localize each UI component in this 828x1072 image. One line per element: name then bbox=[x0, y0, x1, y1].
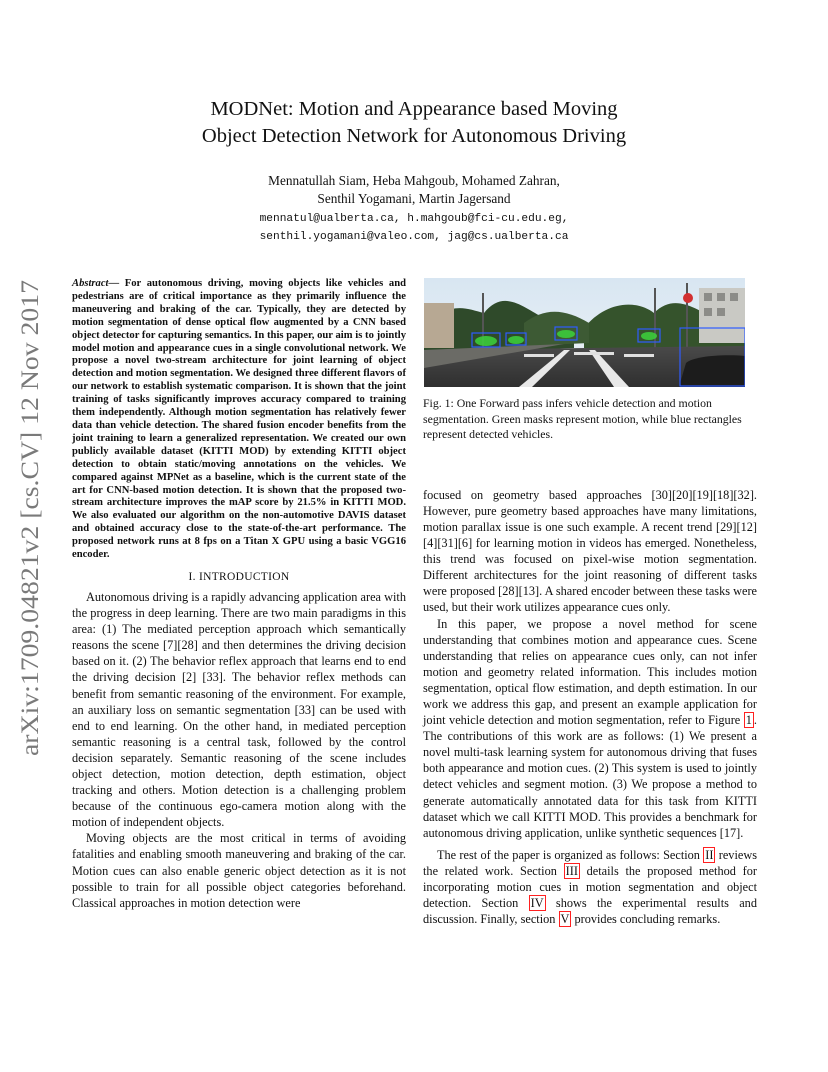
intro-paragraph-2: Moving objects are the most critical in terms of avoiding fatalities and enabling smooth maneuvering and braking of the car. Motion cues can also enable generic object detection as it is not possible to train for all possible object categories beforehand. Classical approaches in motion detection were bbox=[72, 831, 406, 910]
abstract-text: For autonomous driving, moving objects like vehicles and pedestrians are of critical importance as they primarily influence the maneuvering and braking of the car. Typically, they are detected by motion segmentation of dense optical flow augmented by a CNN based object detector for capturing semantics. In this paper, our aim is to jointly model motion and appearance cues in a single convolutional network. We propose a novel two-stream architecture for joint learning of object detection and motion segmentation. We designed three different flavors of our network to establish systematic comparison. It is shown that the joint training of tasks significantly improves accuracy compared to training them independently. Although motion segmentation has relatively fewer data than vehicle detection. The shared fusion encoder benefits from the joint training to learn a generalized representation. We created our own publicly available dataset (KITTI MOD) by extending KITTI object detection to obtain static/moving annotations on the vehicles. We compared against MPNet as a baseline, which is the current state of the art for CNN-based motion detection. It is shown that the proposed two-stream architecture improves the mAP score by 21.5% in KITTI MOD. We also evaluated our algorithm on the non-automotive DAVIS dataset and obtained accuracy close to the state-of-the-art performance. The proposed network runs at 8 fps on a Titan X GPU using a basic VGG16 encoder. bbox=[72, 278, 406, 561]
section-3-link[interactable]: III bbox=[565, 863, 578, 878]
arxiv-stamp bbox=[14, 278, 44, 758]
emails-line-1: mennatul@ualberta.ca, h.mahgoub@fci-cu.edu.eg, bbox=[259, 213, 569, 225]
left-column bbox=[72, 278, 406, 911]
right-column bbox=[423, 278, 757, 927]
right-paragraph-2-text-a: In this paper, we propose a novel method for scene understanding that combines motion and appearance cues. Scene understanding that relies on appearance cues only, can not infer motion and geometry related information. This includes motion segmentation, optical flow estimation, and depth estimation. In our work we address this gap, and present an example application for joint vehicle detection and motion segmentation, refer to Figure bbox=[423, 616, 757, 728]
arxiv-stamp-text: arXiv:1709.04821v2 [cs.CV] 12 Nov 2017 bbox=[17, 326, 44, 756]
figure-1-link[interactable]: 1 bbox=[745, 713, 752, 728]
section-heading-introduction: I. INTRODUCTION bbox=[188, 570, 290, 583]
intro-paragraph-1: Autonomous driving is a rapidly advancing application area with the progress in deep learning. There are two main paradigms in this area: (1) The mediated perception approach which semantically reasons the scene [7][28] and then determines the driving decision based on it. (2) The behavior reflex approach that learns end to end the driving decision [2] [33]. The behavior reflex methods can benefit from semantic reasoning of the environment. For example, an auxiliary loss on semantic segmentation [33] can be used with end to end learning. On the other hand, in mediated perception semantic reasoning is a central task, followed by the control decision separately. Semantic reasoning of the scene includes object detection, motion detection, depth estimation, object tracking and others. Motion detection is a challenging problem because of the continuous ego-camera motion along with the motion of independent objects. bbox=[72, 589, 406, 830]
right-paragraph-3-text-e: provides concluding remarks. bbox=[571, 912, 721, 927]
right-paragraph-3 bbox=[423, 847, 757, 927]
right-paragraph-3-text-a: The rest of the paper is organized as follows: Section bbox=[437, 847, 704, 862]
section-4-link[interactable]: IV bbox=[530, 896, 544, 911]
right-paragraph-3-text-b: reviews the related work. Section bbox=[423, 847, 757, 878]
abstract-label: Abstract bbox=[72, 278, 109, 289]
emails-line-2: senthil.yogamani@valeo.com, jag@cs.ualberta.ca bbox=[259, 231, 569, 243]
authors-line-1: Mennatullah Siam, Heba Mahgoub, Mohamed Zahran, bbox=[268, 173, 560, 188]
title-line-2: Object Detection Network for Autonomous Driving bbox=[201, 125, 627, 147]
right-paragraph-1: focused on geometry based approaches [30][20][19][18][32]. However, pure geometry based approaches have many limitations, motion parallax issue is one such example. A recent trend [29][12][4][31][6] for learning motion in videos has emerged. Nonetheless, this trend was focused on pixel-wise motion segmentation. Different architectures for the joint reasoning of different tasks were proposed [28][13]. A shared encoder between these tasks were used, but their work utilizes appearance cues only. bbox=[423, 487, 757, 615]
section-5-link[interactable]: V bbox=[560, 912, 570, 927]
author-list bbox=[170, 172, 658, 208]
author-emails bbox=[150, 210, 678, 246]
authors-line-2: Senthil Yogamani, Martin Jagersand bbox=[317, 191, 511, 206]
section-2-link[interactable]: II bbox=[705, 847, 714, 862]
right-paragraph-2-text-b: . The contributions of this work are as follows: (1) We present a novel multi-task learning system for autonomous driving that fuses both appearance and motion cues. (2) This system is used to jointly detect vehicles and segment motion. (3) We propose a method to generate automatically annotated data for this task from KITTI dataset which we call KITTI MOD. This provides a benchmark for autonomous driving application, unlike synthetic sequences [17]. bbox=[423, 713, 757, 840]
figure-1-image bbox=[424, 278, 745, 387]
right-paragraph-3-text-c: details the proposed method for incorporating motion cues in motion segmentation and object detection. Section bbox=[423, 863, 757, 911]
paper-title bbox=[150, 96, 678, 150]
title-line-1: MODNet: Motion and Appearance based Moving bbox=[210, 98, 618, 120]
figure-1-caption: Fig. 1: One Forward pass infers vehicle detection and motion segmentation. Green masks represent motion, while blue rectangles represent detected vehicles. bbox=[423, 396, 742, 442]
abstract bbox=[72, 278, 406, 562]
right-paragraph-2 bbox=[423, 616, 757, 841]
right-paragraph-3-text-d: shows the experimental results and discussion. Finally, section bbox=[423, 896, 757, 927]
abstract-dash: — bbox=[108, 278, 125, 289]
